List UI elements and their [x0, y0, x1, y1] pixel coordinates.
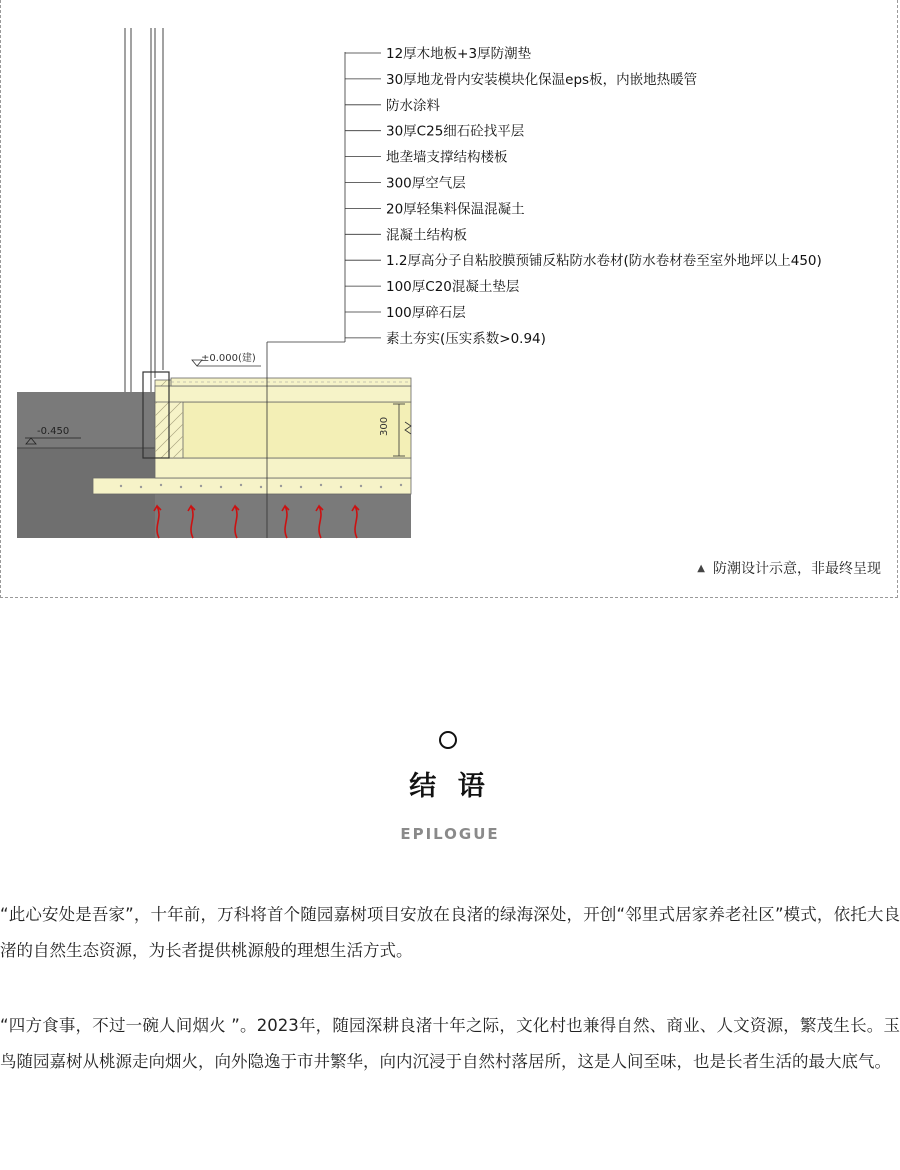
paragraph-2: “四方食事，不过一碗人间烟火 ”。2023年，随园深耕良渚十年之际，文化村也兼得自然、商业、人文资源，繁茂生长。玉鸟随园嘉树从桃源走向烟火，向外隐逸于市井繁华，向内沉浸于自然村落居所，这是人间至味，也是长者生活的最大底气。: [0, 1016, 900, 1071]
caption-text: 防潮设计示意，非最终呈现: [713, 561, 881, 577]
bottom-slab: [155, 458, 411, 478]
layer-label: 100厚C20混凝土垫层: [386, 279, 520, 296]
layer-label: 300厚空气层: [386, 175, 466, 192]
floor-slab: [155, 386, 411, 402]
layer-label: 混凝土结构板: [386, 227, 467, 244]
layer-label: 30厚C25细石砼找平层: [386, 123, 525, 140]
layer-label: 防水涂料: [386, 97, 440, 114]
figure-caption: [697, 558, 881, 578]
layer-label: 12厚木地板+3厚防潮垫: [386, 46, 532, 62]
elevation-outdoor: -0.450: [37, 426, 70, 437]
layer-label: 100厚碎石层: [386, 305, 466, 321]
layer-label: 1.2厚高分子自粘胶膜预铺反粘防水卷材(防水卷材卷至室外地坪以上450): [386, 253, 822, 270]
section-title: 结 语: [409, 771, 491, 802]
layer-label: 30厚地龙骨内安装模块化保温eps板，内嵌地热暖管: [386, 71, 698, 88]
dimension-label: 300: [379, 416, 390, 436]
layer-label: 素土夯实(压实系数>0.94): [386, 330, 546, 347]
section-subtitle: EPILOGUE: [400, 825, 500, 843]
triangle-icon: ▲: [697, 562, 705, 574]
paragraph-1: “此心安处是吾家”，十年前，万科将首个随园嘉树项目安放在良渚的绿海深处，开创“邻里式居家养老社区”模式，依托大良渚的自然生态资源，为长者提供桃源般的理想生活方式。: [0, 905, 900, 960]
damp-proof-section-drawing: [1, 0, 899, 598]
layer-label: 地垄墙支撑结构楼板: [386, 149, 508, 166]
circle-icon: [439, 731, 457, 749]
air-layer: [155, 402, 411, 458]
elevation-indoor: ±0.000(建): [201, 353, 256, 364]
layer-label: 20厚轻集料保温混凝土: [386, 201, 525, 218]
